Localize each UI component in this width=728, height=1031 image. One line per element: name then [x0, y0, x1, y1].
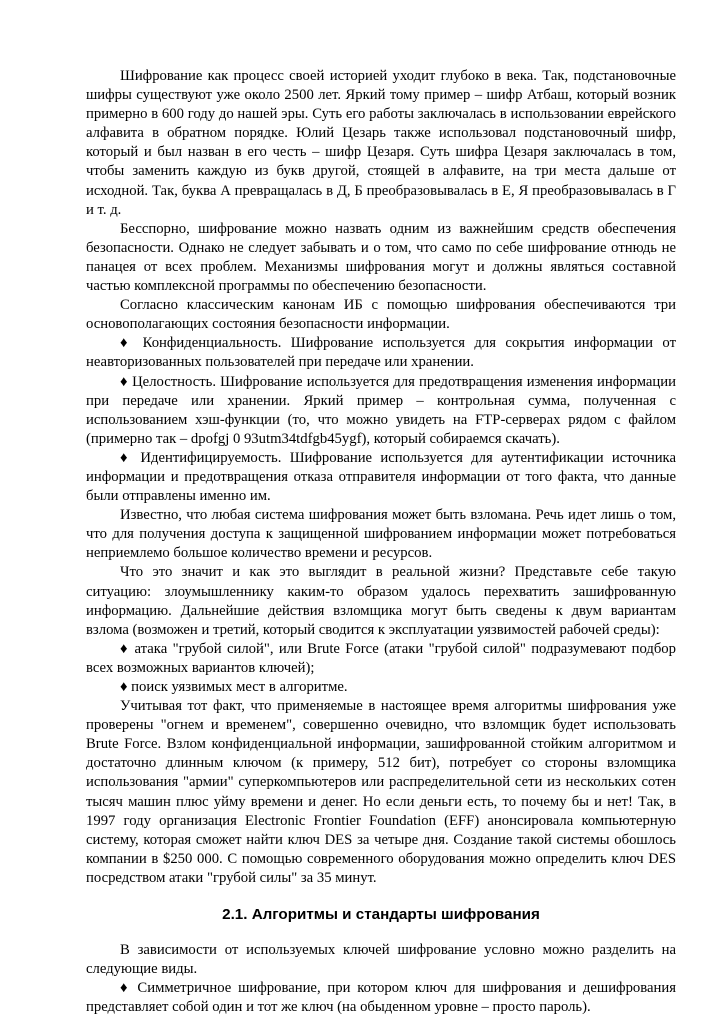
paragraph-breakability: Известно, что любая система шифрования может быть взломана. Речь идет лишь о том, что для получения доступа к защищенной шифрованием информации может потребоваться неприемлемо большое количество времени и ресурсов.	[86, 507, 676, 562]
list-item-symmetric: ♦ Симметричное шифрование, при котором ключ для шифрования и дешифрования представляет собой один и тот же ключ (на обыденном уровне – просто пароль).	[86, 980, 676, 1016]
paragraph-scenario: Что это значит и как это выглядит в реальной жизни? Представьте себе такую ситуацию: злоумышленнику каким-то образом удалось перехватить зашифрованную информацию. Дальнейшие действия взломщика могут быть сведены к двум вариантам взлома (возможен и третий, который сводится к эксплуатации уязвимостей рабочей среды):	[86, 564, 676, 638]
list-item-integrity: ♦ Целостность. Шифрование используется для предотвращения изменения информации при передаче или хранении. Яркий пример – контрольная сумма, полученная с использованием хэш-функции (то, что можно увидеть на FTP-серверах рядом с файлом (примерно так – dpofgj 0 93utm34tdfgb45ygf), который собираемся скачать).	[86, 373, 676, 447]
paragraph-history: Шифрование как процесс своей историей уходит глубоко в века. Так, подстановочные шифры существуют уже около 2500 лет. Яркий тому пример – шифр Атбаш, который возник примерно в 600 году до нашей эры. Суть его работы заключалась в использовании еврейского алфавита в обратном порядке. Юлий Цезарь также использовал подстановочный шифр, который и был назван в его честь – шифр Цезаря. Суть шифра Цезаря заключалась в том, чтобы заменить каждую из букв другой, стоящей в алфавите, на три места дальше от исходной. Так, буква А превращалась в Д, Б преобразовывалась в Е, Я преобразовывалась в Г и т. д.	[86, 68, 676, 218]
section-heading: 2.1. Алгоритмы и стандарты шифрования	[222, 906, 540, 924]
list-item-identifiability: ♦ Идентифицируемость. Шифрование используется для аутентификации источника информации и предотвращения отказа отправителя информации от того факта, что данные были отправлены именно им.	[86, 449, 676, 505]
list-item-vulnerabilities: ♦ поиск уязвимых мест в алгоритме.	[120, 679, 348, 695]
document-page	[86, 67, 676, 1017]
paragraph-brute-force-details: Учитывая тот факт, что применяемые в настоящее время алгоритмы шифрования уже проверены "огнем и временем", совершенно очевидно, что взломщик будет использовать Brute Force. Взлом конфиденциальной информации, зашифрованной стойким алгоритмом и достаточно длинным ключом (к примеру, 512 бит), потребует со стороны взломщика использования "армии" суперкомпьютеров или распределительной сети из нескольких сотен тысяч машин плюс уйму времени и денег. Но если деньги есть, то почему бы и нет! Так, в 1997 году организация Electronic Frontier Foundation (EFF) анонсировала компьютерную систему, которая сможет найти ключ DES за четыре дня. Создание такой системы обошлось компании в $250 000. С помощью современного оборудования можно определить ключ DES посредством атаки "грубой силы" за 35 минут.	[86, 698, 676, 886]
list-item-brute-force: ♦ атака "грубой силой", или Brute Force (атаки "грубой силой" подразумевают подбор всех возможных вариантов ключей);	[86, 640, 676, 676]
paragraph-canons: Согласно классическим канонам ИБ с помощью шифрования обеспечиваются три основополагающих состояния безопасности информации.	[86, 297, 676, 333]
paragraph-importance: Бесспорно, шифрование можно назвать одним из важнейшим средств обеспечения безопасности. Однако не следует забывать и о том, что само по себе шифрование отнюдь не панацея от всех проблем. Механизмы шифрования могут и должны являться составной частью комплексной программы по обеспечению безопасности.	[86, 220, 676, 295]
paragraph-key-types: В зависимости от используемых ключей шифрование условно можно разделить на следующие виды.	[86, 942, 676, 978]
list-item-confidentiality: ♦ Конфиденциальность. Шифрование используется для сокрытия информации от неавторизованных пользователей при передаче или хранении.	[86, 335, 676, 371]
